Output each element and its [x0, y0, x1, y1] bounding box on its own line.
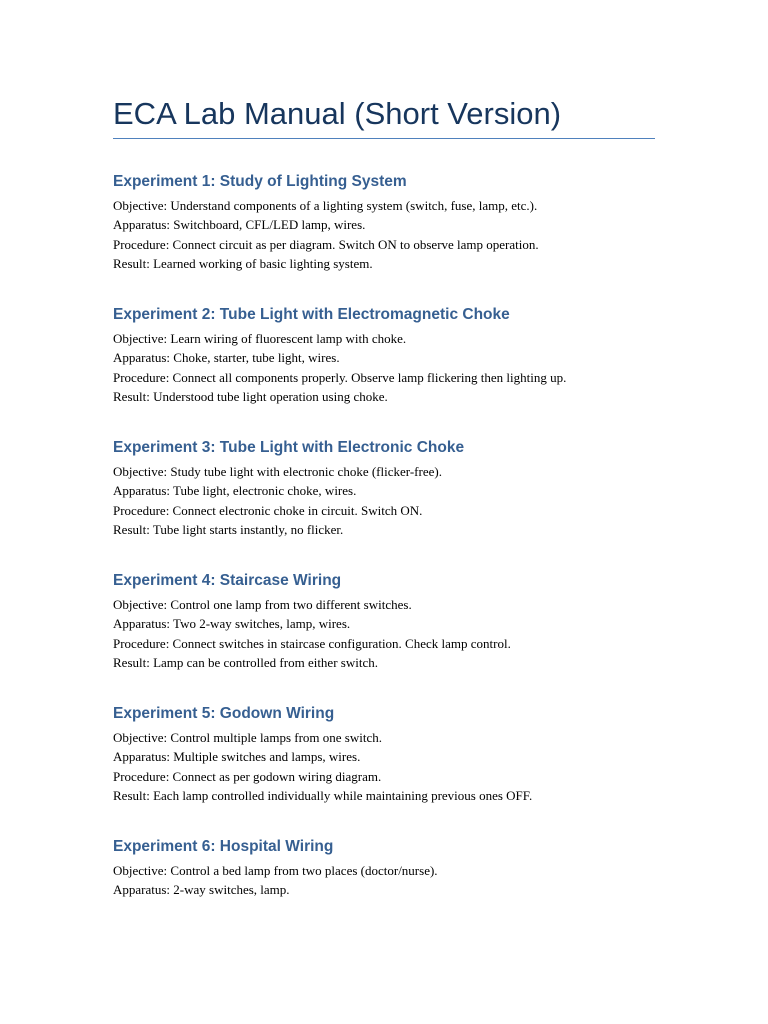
experiment-heading: Experiment 5: Godown Wiring: [113, 705, 335, 722]
experiment-procedure: Procedure: Connect switches in staircase configuration. Check lamp control.: [113, 635, 511, 651]
experiment-procedure: Procedure: Connect circuit as per diagram. Switch ON to observe lamp operation.: [113, 236, 539, 252]
title-underline: [113, 138, 655, 139]
experiment-heading: Experiment 2: Tube Light with Electromagnetic Choke: [113, 306, 510, 323]
document-title: ECA Lab Manual (Short Version): [113, 96, 562, 131]
experiment-procedure: Procedure: Connect all components properly. Observe lamp flickering then lighting up.: [113, 369, 567, 385]
experiment-apparatus: Apparatus: Switchboard, CFL/LED lamp, wires.: [113, 217, 366, 233]
experiment-procedure: Procedure: Connect as per godown wiring diagram.: [113, 768, 382, 784]
experiment-result: Result: Lamp can be controlled from either switch.: [113, 654, 378, 670]
experiment-objective: Objective: Study tube light with electronic choke (flicker-free).: [113, 464, 442, 479]
experiment-apparatus: Apparatus: Choke, starter, tube light, wires.: [113, 350, 340, 366]
experiment-section: [113, 303, 658, 436]
experiment-apparatus: Apparatus: 2-way switches, lamp.: [113, 882, 290, 898]
experiment-section: [113, 569, 658, 702]
experiment-heading: Experiment 6: Hospital Wiring: [113, 838, 334, 855]
experiment-result: Result: Tube light starts instantly, no flicker.: [113, 521, 344, 537]
experiment-section: [113, 436, 658, 569]
experiment-heading: Experiment 4: Staircase Wiring: [113, 572, 342, 589]
experiment-section: [113, 835, 658, 968]
experiment-section: [113, 170, 658, 303]
experiment-heading: Experiment 3: Tube Light with Electronic Choke: [113, 439, 465, 456]
experiment-apparatus: Apparatus: Two 2-way switches, lamp, wires.: [113, 616, 351, 632]
experiment-list: [113, 170, 658, 968]
experiment-result: Result: Learned working of basic lighting system.: [113, 255, 373, 271]
experiment-objective: Objective: Control one lamp from two different switches.: [113, 597, 412, 612]
experiment-objective: Objective: Control a bed lamp from two places (doctor/nurse).: [113, 863, 438, 878]
experiment-result: Result: Each lamp controlled individually while maintaining previous ones OFF.: [113, 787, 533, 803]
experiment-section: [113, 702, 658, 835]
experiment-heading: Experiment 1: Study of Lighting System: [113, 173, 407, 190]
experiment-objective: Objective: Learn wiring of fluorescent lamp with choke.: [113, 331, 407, 346]
experiment-objective: Objective: Control multiple lamps from one switch.: [113, 730, 382, 745]
experiment-apparatus: Apparatus: Tube light, electronic choke, wires.: [113, 483, 357, 499]
experiment-procedure: Procedure: Connect electronic choke in circuit. Switch ON.: [113, 502, 423, 518]
experiment-result: Result: Understood tube light operation using choke.: [113, 388, 388, 404]
experiment-objective: Objective: Understand components of a lighting system (switch, fuse, lamp, etc.).: [113, 198, 538, 213]
experiment-apparatus: Apparatus: Multiple switches and lamps, wires.: [113, 749, 361, 765]
